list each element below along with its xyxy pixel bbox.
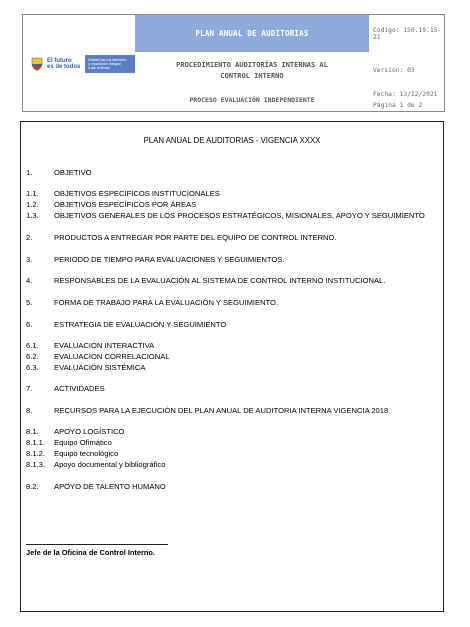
toc-number: 8.	[26, 406, 33, 415]
toc-item	[26, 320, 226, 329]
toc-text: ACTIVIDADES	[54, 384, 105, 393]
toc-text: EVALUACIÓN SISTÉMICA	[54, 363, 146, 372]
toc-number: 6.1.	[26, 341, 39, 350]
logo-text	[47, 58, 81, 71]
toc-item	[26, 449, 118, 458]
toc-number: 8.1.1.	[26, 438, 45, 447]
toc-number: 2.	[26, 233, 33, 242]
logo-cell	[23, 15, 135, 111]
toc-text: RESPONSABLES DE LA EVALUACIÓN AL SISTEMA DE CONTROL INTERNO INSTITUCIONAL.	[54, 276, 386, 285]
logo-band-line1: Unidad para la atención	[88, 57, 126, 62]
toc-text: OBJETIVOS GENERALES DE LOS PROCESOS ESTRATÉGICOS, MISIONALES, APOYO Y SEGUIMIENTO	[54, 211, 425, 220]
logo-text-line2: es de todos	[47, 64, 81, 70]
toc-text: APOYO LOGÍSTICO	[54, 427, 125, 436]
toc-item	[26, 427, 124, 436]
document-version: Versión: 03	[373, 67, 415, 74]
toc-number: 8.1.2.	[26, 449, 45, 458]
document-code: Código: 150.19.15-21	[373, 26, 442, 41]
toc-number: 4.	[26, 276, 33, 285]
toc-text: ESTRATEGIA DE EVALUACIÓN Y SEGUIMIENTO	[54, 320, 227, 329]
toc-item	[26, 255, 284, 264]
toc-text: PRODUCTOS A ENTREGAR POR PARTE DEL EQUIPO DE CONTROL INTERNO.	[54, 233, 337, 242]
toc-item	[26, 276, 385, 285]
toc-number: 6.3.	[26, 363, 39, 372]
toc-number: 1.3.	[26, 211, 39, 220]
toc-item	[26, 189, 220, 198]
toc-item	[26, 406, 388, 415]
logo-band-line2: y reparación integral	[88, 61, 121, 66]
toc-text: FORMA DE TRABAJO PARA LA EVALUACIÓN Y SEGUIMIENTO.	[54, 298, 279, 307]
signature-title: Jefe de la Oficina de Control Interno.	[26, 548, 155, 557]
document-date: Fecha: 13/12/2021	[373, 91, 438, 98]
logo-band-line3: a las víctimas	[88, 66, 110, 71]
toc-item	[26, 211, 425, 220]
header-title-cell	[135, 15, 369, 52]
toc-number: 7.	[26, 384, 33, 393]
code-cell	[369, 15, 444, 52]
logo-text-line1: El futuro	[47, 57, 72, 64]
toc-item	[26, 298, 278, 307]
toc-text: PERIODO DE TIEMPO PARA EVALUACIONES Y SEGUIMIENTOS.	[54, 255, 285, 264]
toc-text: EVALUACIÓN INTERACTIVA	[54, 341, 155, 350]
toc-text: Apoyo documental y bibliográfico	[54, 460, 166, 469]
document-title: PLAN ANUAL DE AUDITORIAS - VIGENCIA XXXX	[143, 136, 321, 145]
toc-number: 1.	[26, 168, 33, 177]
toc-item	[26, 384, 105, 393]
institution-logo	[31, 55, 135, 73]
toc-number: 5.	[26, 298, 33, 307]
toc-text: Equipo Ofimático	[54, 438, 112, 447]
toc-item	[26, 363, 145, 372]
procedure-line1: PROCEDIMIENTO AUDITORÍAS INTERNAS AL	[176, 60, 328, 69]
toc-text: EVALUACIÓN CORRELACIONAL	[54, 352, 170, 361]
colombia-shield-icon	[31, 57, 43, 71]
procedure-cell	[135, 52, 369, 89]
procedure-line2: CONTROL INTERNO	[220, 71, 284, 80]
logo-band	[85, 55, 135, 73]
toc-number: 6.	[26, 320, 33, 329]
version-cell	[369, 52, 444, 89]
toc-number: 3.	[26, 255, 33, 264]
toc-item	[26, 352, 169, 361]
toc-item	[26, 233, 337, 242]
document-body	[20, 121, 444, 612]
document-header	[22, 14, 445, 112]
toc-number: 1.1.	[26, 189, 39, 198]
toc-text: OBJETIVOS ESPECÍFICOS POR ÁREAS	[54, 200, 197, 209]
header-title: PLAN ANUAL DE AUDITORIAS	[195, 29, 309, 38]
page-cell	[369, 100, 444, 111]
signature-line	[26, 544, 168, 545]
toc-text: OBJETIVO	[54, 168, 92, 177]
page-number: Página 1 de 2	[373, 102, 423, 109]
toc-text: RECURSOS PARA LA EJECUCIÓN DEL PLAN ANUAL DE AUDITORIA INTERNA VIGENCIA 2018	[54, 406, 389, 415]
process-cell	[135, 89, 369, 111]
toc-item	[26, 200, 196, 209]
toc-number: 1.2.	[26, 200, 39, 209]
procedure-name	[152, 60, 352, 82]
toc-text: OBJETIVOS ESPECIFICOS INSTITUCIONALES	[54, 189, 220, 198]
date-cell	[369, 89, 444, 100]
toc-item	[26, 341, 154, 350]
toc-text: Equipo tecnológico	[54, 449, 119, 458]
toc-number: 8.2.	[26, 482, 39, 491]
toc-number: 8.1.3.	[26, 460, 45, 469]
toc-item	[26, 168, 92, 177]
toc-item	[26, 482, 166, 491]
toc-item	[26, 460, 165, 469]
toc-number: 6.2.	[26, 352, 39, 361]
toc-text: APOYO DE TALENTO HUMANO	[54, 482, 166, 491]
process-name: PROCESO EVALUACIÓN INDEPENDIENTE	[189, 96, 315, 104]
toc-item	[26, 438, 112, 447]
toc-number: 8.1.	[26, 427, 39, 436]
